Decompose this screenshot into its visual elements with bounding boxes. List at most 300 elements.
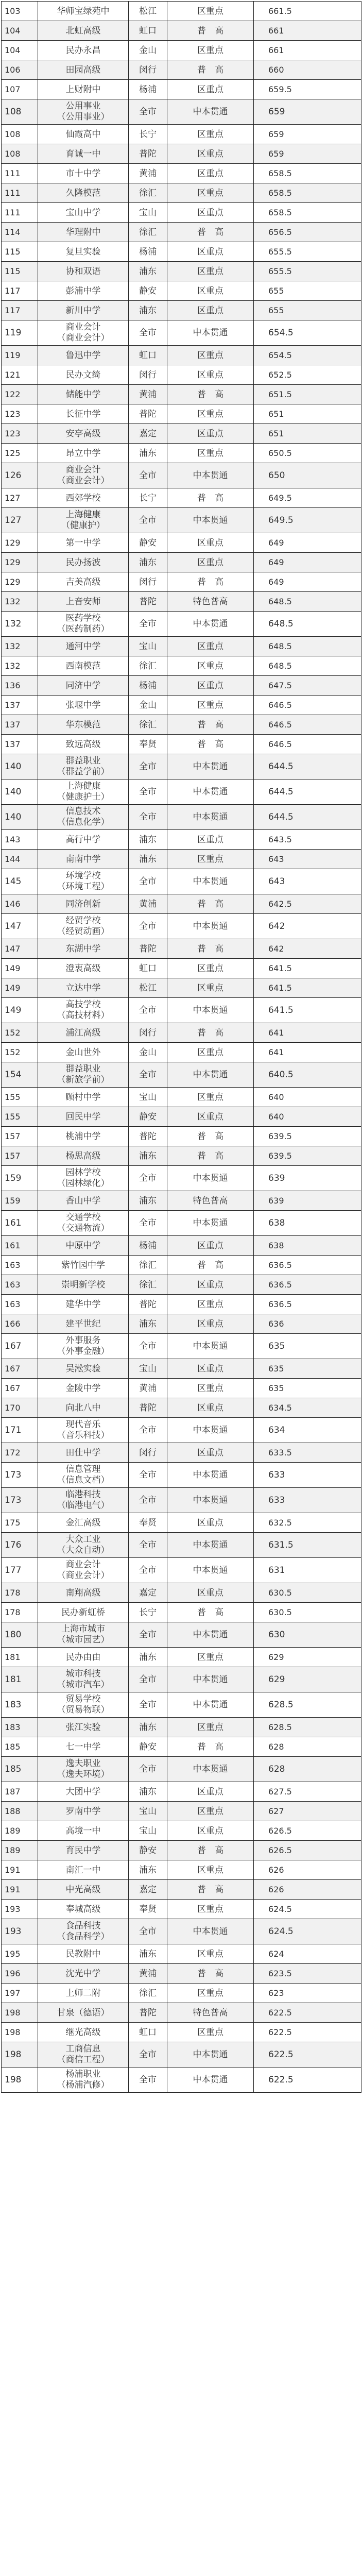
rank-cell: 178	[2, 1583, 38, 1603]
level-cell: 区重点	[167, 80, 254, 99]
school-name-line: 杨浦职业	[65, 2069, 101, 2079]
score-cell: 629	[254, 1648, 361, 1667]
table-row	[2, 1802, 361, 1821]
rank-cell: 132	[2, 592, 38, 612]
table-row	[2, 2067, 361, 2093]
score-cell: 647.5	[254, 676, 361, 696]
level-cell: 中本贯通	[167, 1062, 254, 1088]
district-cell: 闵行	[129, 1023, 167, 1043]
school-cell	[38, 1533, 129, 1558]
school-cell	[38, 1757, 129, 1782]
rank-cell: 185	[2, 1757, 38, 1782]
score-cell: 635	[254, 1334, 361, 1359]
rank-cell: 155	[2, 1088, 38, 1107]
rank-cell: 108	[2, 99, 38, 125]
level-cell: 中本贯通	[167, 508, 254, 533]
table-row	[2, 444, 361, 463]
level-cell: 普 高	[167, 1841, 254, 1860]
score-cell: 640	[254, 1107, 361, 1127]
district-cell: 杨浦	[129, 80, 167, 99]
score-cell: 631	[254, 1558, 361, 1583]
school-name-line: （音乐科技）	[57, 1430, 110, 1440]
school-cell	[38, 869, 129, 894]
district-cell: 静安	[129, 1841, 167, 1860]
district-cell: 普陀	[129, 592, 167, 612]
rank-cell: 126	[2, 463, 38, 488]
table-row	[2, 1062, 361, 1088]
score-cell: 648.5	[254, 592, 361, 612]
school-name-line: 环境学校	[65, 871, 101, 881]
table-row	[2, 508, 361, 533]
table-row	[2, 1398, 361, 1418]
level-cell: 区重点	[167, 1379, 254, 1398]
school-cell	[38, 2067, 129, 2093]
school-name-line: （食品科学）	[57, 1931, 110, 1942]
rank-cell: 119	[2, 320, 38, 346]
level-cell: 区重点	[167, 533, 254, 553]
rank-cell: 183	[2, 1718, 38, 1737]
school-name-line: 经贸学校	[65, 916, 101, 926]
score-cell: 659	[254, 144, 361, 164]
table-row	[2, 914, 361, 939]
school-cell: 民教附中	[38, 1944, 129, 1964]
table-row	[2, 183, 361, 203]
school-name-line: 现代音乐	[65, 1419, 101, 1430]
district-cell: 全市	[129, 508, 167, 533]
score-cell: 641.5	[254, 998, 361, 1023]
score-cell: 639.5	[254, 1127, 361, 1146]
score-cell: 649	[254, 553, 361, 572]
district-cell: 徐汇	[129, 1256, 167, 1275]
table-row	[2, 320, 361, 346]
table-row	[2, 60, 361, 80]
level-cell: 区重点	[167, 125, 254, 144]
school-cell	[38, 612, 129, 637]
district-cell: 虹口	[129, 21, 167, 41]
table-row	[2, 1256, 361, 1275]
table-row	[2, 735, 361, 754]
district-cell: 全市	[129, 320, 167, 346]
score-cell: 655.5	[254, 262, 361, 281]
district-cell: 全市	[129, 1334, 167, 1359]
school-name-line: （逸夫环境）	[57, 1769, 110, 1780]
score-cell: 649	[254, 533, 361, 553]
school-cell	[38, 998, 129, 1023]
level-cell: 区重点	[167, 696, 254, 715]
school-name-line: （健康护士）	[57, 792, 110, 802]
score-cell: 658.5	[254, 183, 361, 203]
score-cell: 644.5	[254, 754, 361, 779]
score-cell: 649	[254, 572, 361, 592]
school-cell: 第一中学	[38, 533, 129, 553]
score-cell: 648.5	[254, 656, 361, 676]
school-name-line: 交通学校	[65, 1212, 101, 1223]
school-name-line: （商信工程）	[57, 2055, 110, 2065]
table-row	[2, 830, 361, 850]
level-cell: 区重点	[167, 346, 254, 365]
rank-cell: 117	[2, 301, 38, 320]
district-cell: 宝山	[129, 203, 167, 223]
rank-cell: 167	[2, 1379, 38, 1398]
school-cell: 东湖中学	[38, 939, 129, 959]
level-cell: 区重点	[167, 830, 254, 850]
school-name-line: 上海健康	[65, 510, 101, 520]
table-row	[2, 1737, 361, 1757]
district-cell: 全市	[129, 1488, 167, 1513]
school-cell: 久隆模范	[38, 183, 129, 203]
table-row	[2, 1443, 361, 1463]
level-cell: 中本贯通	[167, 998, 254, 1023]
district-cell: 全市	[129, 869, 167, 894]
table-row	[2, 125, 361, 144]
table-row	[2, 365, 361, 385]
rank-cell: 145	[2, 869, 38, 894]
school-cell: 香山中学	[38, 1191, 129, 1211]
score-cell: 623	[254, 1984, 361, 2003]
level-cell: 中本贯通	[167, 320, 254, 346]
rank-cell: 191	[2, 1880, 38, 1900]
district-cell: 嘉定	[129, 1583, 167, 1603]
rank-cell: 178	[2, 1603, 38, 1622]
school-cell: 通河中学	[38, 637, 129, 656]
rank-cell: 189	[2, 1821, 38, 1841]
school-name-line: （杨浦汽修）	[57, 2080, 110, 2090]
rank-cell: 166	[2, 1314, 38, 1334]
table-row	[2, 1900, 361, 1919]
rank-cell: 154	[2, 1062, 38, 1088]
score-cell: 655.5	[254, 242, 361, 262]
rank-cell: 157	[2, 1146, 38, 1166]
table-row	[2, 1107, 361, 1127]
rank-cell: 132	[2, 637, 38, 656]
level-cell: 普 高	[167, 939, 254, 959]
district-cell: 浦东	[129, 1718, 167, 1737]
school-cell	[38, 463, 129, 488]
rank-cell: 125	[2, 444, 38, 463]
district-cell: 全市	[129, 914, 167, 939]
level-cell: 区重点	[167, 1802, 254, 1821]
school-name-line: 上海市城市	[61, 1624, 105, 1634]
school-cell: 上师二附	[38, 1984, 129, 2003]
rank-cell: 171	[2, 1418, 38, 1443]
rank-cell: 176	[2, 1533, 38, 1558]
school-cell	[38, 754, 129, 779]
score-cell: 651.5	[254, 385, 361, 404]
rank-cell: 198	[2, 2003, 38, 2023]
score-cell: 624.5	[254, 1919, 361, 1944]
rank-cell: 185	[2, 1737, 38, 1757]
level-cell: 中本贯通	[167, 2067, 254, 2093]
score-cell: 651	[254, 404, 361, 424]
rank-cell: 108	[2, 125, 38, 144]
rank-cell: 152	[2, 1043, 38, 1062]
table-row	[2, 488, 361, 508]
ranking-sheet	[1, 1, 361, 2093]
level-cell: 中本贯通	[167, 1622, 254, 1648]
score-cell: 656.5	[254, 223, 361, 242]
table-row	[2, 1583, 361, 1603]
table-row	[2, 262, 361, 281]
school-cell: 南南中学	[38, 850, 129, 869]
school-name-line: 园林学校	[65, 1167, 101, 1178]
district-cell: 杨浦	[129, 242, 167, 262]
level-cell: 区重点	[167, 1583, 254, 1603]
rank-cell: 114	[2, 223, 38, 242]
school-cell: 继光高级	[38, 2023, 129, 2042]
table-row	[2, 978, 361, 998]
school-name-line: 工商信息	[65, 2044, 101, 2054]
rank-cell: 163	[2, 1295, 38, 1314]
level-cell: 中本贯通	[167, 1919, 254, 1944]
level-cell: 普 高	[167, 1964, 254, 1984]
table-row	[2, 1782, 361, 1802]
district-cell: 松江	[129, 978, 167, 998]
level-cell: 区重点	[167, 1107, 254, 1127]
table-row	[2, 346, 361, 365]
level-cell: 普 高	[167, 715, 254, 735]
school-cell: 华师宝绿苑中	[38, 2, 129, 21]
school-name-line: （交通物流）	[57, 1223, 110, 1233]
district-cell: 徐汇	[129, 1984, 167, 2003]
district-cell: 宝山	[129, 637, 167, 656]
school-cell: 育民中学	[38, 1841, 129, 1860]
district-cell: 静安	[129, 1737, 167, 1757]
rank-cell: 152	[2, 1023, 38, 1043]
district-cell: 虹口	[129, 346, 167, 365]
rank-cell: 167	[2, 1334, 38, 1359]
rank-cell: 159	[2, 1191, 38, 1211]
level-cell: 区重点	[167, 1984, 254, 2003]
district-cell: 奉贤	[129, 1513, 167, 1533]
level-cell: 中本贯通	[167, 1667, 254, 1692]
score-cell: 658.5	[254, 164, 361, 183]
level-cell: 区重点	[167, 1314, 254, 1334]
rank-cell: 147	[2, 914, 38, 939]
rank-cell: 149	[2, 998, 38, 1023]
level-cell: 普 高	[167, 894, 254, 914]
table-row	[2, 404, 361, 424]
rank-cell: 136	[2, 676, 38, 696]
rank-cell: 144	[2, 850, 38, 869]
district-cell: 徐汇	[129, 1275, 167, 1295]
school-cell	[38, 1488, 129, 1513]
school-name-line: 外事服务	[65, 1335, 101, 1346]
school-cell	[38, 1418, 129, 1443]
level-cell: 普 高	[167, 1146, 254, 1166]
district-cell: 静安	[129, 1107, 167, 1127]
level-cell: 区重点	[167, 1443, 254, 1463]
school-cell	[38, 508, 129, 533]
score-cell: 639	[254, 1191, 361, 1211]
table-row	[2, 2042, 361, 2067]
level-cell: 区重点	[167, 262, 254, 281]
rank-cell: 170	[2, 1398, 38, 1418]
district-cell: 长宁	[129, 488, 167, 508]
school-cell	[38, 1334, 129, 1359]
school-cell: 大团中学	[38, 1782, 129, 1802]
rank-cell: 191	[2, 1860, 38, 1880]
level-cell: 中本贯通	[167, 612, 254, 637]
rank-cell: 108	[2, 144, 38, 164]
level-cell: 区重点	[167, 850, 254, 869]
score-cell: 642	[254, 914, 361, 939]
school-cell: 安亭高级	[38, 424, 129, 444]
table-row	[2, 1236, 361, 1256]
score-cell: 623.5	[254, 1964, 361, 1984]
school-cell	[38, 1667, 129, 1692]
level-cell: 区重点	[167, 637, 254, 656]
level-cell: 中本贯通	[167, 1558, 254, 1583]
rank-cell: 197	[2, 1984, 38, 2003]
school-cell: 南汇一中	[38, 1860, 129, 1880]
district-cell: 全市	[129, 805, 167, 830]
school-cell: 协和双语	[38, 262, 129, 281]
table-row	[2, 959, 361, 978]
score-cell: 655	[254, 301, 361, 320]
level-cell: 区重点	[167, 1782, 254, 1802]
score-cell: 626	[254, 1880, 361, 1900]
rank-cell: 173	[2, 1488, 38, 1513]
district-cell: 普陀	[129, 404, 167, 424]
score-cell: 622.5	[254, 2003, 361, 2023]
school-name-line: 临港科技	[65, 1489, 101, 1500]
district-cell: 全市	[129, 99, 167, 125]
school-cell: 杨思高级	[38, 1146, 129, 1166]
rank-cell: 167	[2, 1359, 38, 1379]
school-cell: 宝山中学	[38, 203, 129, 223]
score-cell: 627	[254, 1802, 361, 1821]
level-cell: 普 高	[167, 1023, 254, 1043]
table-row	[2, 1463, 361, 1488]
school-cell	[38, 1558, 129, 1583]
table-row	[2, 1314, 361, 1334]
table-row	[2, 41, 361, 60]
score-cell: 646.5	[254, 696, 361, 715]
district-cell: 全市	[129, 1166, 167, 1191]
table-row	[2, 1841, 361, 1860]
district-cell: 静安	[129, 281, 167, 301]
school-name-line: （新旅学前）	[57, 1075, 110, 1085]
table-row	[2, 754, 361, 779]
score-cell: 636.5	[254, 1295, 361, 1314]
level-cell: 区重点	[167, 676, 254, 696]
score-cell: 644.5	[254, 805, 361, 830]
level-cell: 区重点	[167, 1860, 254, 1880]
table-row	[2, 1488, 361, 1513]
district-cell: 黄浦	[129, 894, 167, 914]
table-row	[2, 1648, 361, 1667]
level-cell: 区重点	[167, 444, 254, 463]
table-row	[2, 592, 361, 612]
district-cell: 杨浦	[129, 1236, 167, 1256]
district-cell: 金山	[129, 1043, 167, 1062]
level-cell: 区重点	[167, 301, 254, 320]
district-cell: 浦东	[129, 262, 167, 281]
level-cell: 中本贯通	[167, 1488, 254, 1513]
score-cell: 658.5	[254, 203, 361, 223]
score-cell: 627.5	[254, 1782, 361, 1802]
level-cell: 区重点	[167, 1043, 254, 1062]
school-cell: 浦江高级	[38, 1023, 129, 1043]
district-cell: 普陀	[129, 1127, 167, 1146]
score-cell: 649.5	[254, 488, 361, 508]
level-cell: 区重点	[167, 404, 254, 424]
rank-cell: 193	[2, 1900, 38, 1919]
level-cell: 区重点	[167, 242, 254, 262]
level-cell: 区重点	[167, 1944, 254, 1964]
rank-cell: 104	[2, 21, 38, 41]
district-cell: 闵行	[129, 1443, 167, 1463]
score-cell: 643	[254, 869, 361, 894]
level-cell: 普 高	[167, 60, 254, 80]
district-cell: 浦东	[129, 301, 167, 320]
table-row	[2, 779, 361, 805]
school-name-line: 食品科技	[65, 1921, 101, 1931]
rank-cell: 163	[2, 1275, 38, 1295]
rank-cell: 111	[2, 183, 38, 203]
rank-cell: 107	[2, 80, 38, 99]
score-cell: 622.5	[254, 2023, 361, 2042]
score-table-body	[2, 2, 361, 2093]
table-row	[2, 676, 361, 696]
district-cell: 金山	[129, 696, 167, 715]
score-cell: 661.5	[254, 2, 361, 21]
district-cell: 浦东	[129, 1314, 167, 1334]
level-cell: 中本贯通	[167, 1334, 254, 1359]
score-cell: 644.5	[254, 779, 361, 805]
district-cell: 全市	[129, 1692, 167, 1718]
level-cell: 中本贯通	[167, 869, 254, 894]
table-row	[2, 281, 361, 301]
district-cell: 浦东	[129, 1648, 167, 1667]
school-name-line: （环境工程）	[57, 882, 110, 892]
score-cell: 635	[254, 1379, 361, 1398]
level-cell: 普 高	[167, 488, 254, 508]
school-cell	[38, 779, 129, 805]
rank-cell: 161	[2, 1211, 38, 1236]
school-name-line: （群益学前）	[57, 767, 110, 777]
district-cell: 浦东	[129, 830, 167, 850]
score-cell: 659	[254, 125, 361, 144]
school-name-line: 上海健康	[65, 781, 101, 791]
score-cell: 630.5	[254, 1583, 361, 1603]
district-cell: 普陀	[129, 1398, 167, 1418]
score-cell: 641.5	[254, 978, 361, 998]
school-cell: 民办由由	[38, 1648, 129, 1667]
score-cell: 635	[254, 1359, 361, 1379]
level-cell: 区重点	[167, 978, 254, 998]
district-cell: 普陀	[129, 1295, 167, 1314]
district-cell: 奉贤	[129, 735, 167, 754]
school-cell: 张堰中学	[38, 696, 129, 715]
district-cell: 全市	[129, 2067, 167, 2093]
score-cell: 624	[254, 1944, 361, 1964]
table-row	[2, 1275, 361, 1295]
district-cell: 全市	[129, 1062, 167, 1088]
level-cell: 区重点	[167, 203, 254, 223]
score-cell: 633	[254, 1488, 361, 1513]
score-cell: 634	[254, 1418, 361, 1443]
score-cell: 654.5	[254, 346, 361, 365]
school-cell: 长征中学	[38, 404, 129, 424]
table-row	[2, 1359, 361, 1379]
district-cell: 徐汇	[129, 715, 167, 735]
school-cell: 新川中学	[38, 301, 129, 320]
level-cell: 中本贯通	[167, 1166, 254, 1191]
school-name-line: 商业会计	[65, 322, 101, 332]
district-cell: 黄浦	[129, 385, 167, 404]
school-cell: 上音安师	[38, 592, 129, 612]
